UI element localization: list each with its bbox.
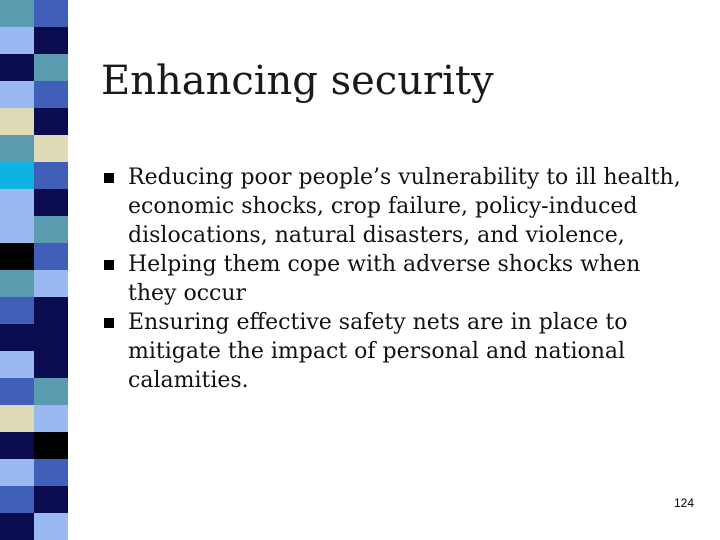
stripe-block <box>34 432 68 459</box>
square-bullet-icon <box>104 260 114 270</box>
stripe-block <box>0 0 34 27</box>
page-number: 124 <box>673 496 694 510</box>
stripe-block <box>0 243 34 270</box>
stripe-block <box>34 513 68 540</box>
stripe-block <box>34 162 68 189</box>
stripe-block <box>34 297 68 324</box>
stripe-block <box>34 351 68 378</box>
stripe-block <box>0 459 34 486</box>
stripe-block <box>0 216 34 243</box>
decorative-stripe-band <box>0 0 68 540</box>
stripe-block <box>0 54 34 81</box>
bullet-item <box>104 308 684 395</box>
stripe-block <box>0 81 34 108</box>
stripe-block <box>0 108 34 135</box>
stripe-block <box>0 513 34 540</box>
bullet-text: Ensuring effective safety nets are in place to mitigate the impact of personal and national calamities. <box>128 310 628 393</box>
slide-title: Enhancing security <box>101 58 494 104</box>
square-bullet-icon <box>104 318 114 328</box>
stripe-block <box>0 486 34 513</box>
stripe-block <box>34 270 68 297</box>
stripe-block <box>0 351 34 378</box>
stripe-block <box>34 0 68 27</box>
stripe-block <box>34 405 68 432</box>
stripe-block <box>34 216 68 243</box>
stripe-block <box>34 243 68 270</box>
stripe-block <box>34 27 68 54</box>
stripe-block <box>0 189 34 216</box>
stripe-block <box>0 432 34 459</box>
stripe-block <box>34 189 68 216</box>
square-bullet-icon <box>104 173 114 183</box>
stripe-block <box>0 405 34 432</box>
stripe-block <box>34 108 68 135</box>
bullet-list <box>104 163 684 395</box>
bullet-text: Reducing poor people’s vulnerability to ill health, economic shocks, crop failure, policy-induced dislocations, natural disasters, and violence, <box>128 165 681 248</box>
stripe-block <box>34 135 68 162</box>
stripe-block <box>34 81 68 108</box>
stripe-block <box>0 270 34 297</box>
bullet-item <box>104 250 684 308</box>
stripe-block <box>34 324 68 351</box>
stripe-block <box>34 54 68 81</box>
stripe-block <box>34 459 68 486</box>
bullet-item <box>104 163 684 250</box>
stripe-block <box>34 486 68 513</box>
stripe-block <box>0 162 34 189</box>
stripe-block <box>34 378 68 405</box>
stripe-block <box>0 297 34 324</box>
bullet-text: Helping them cope with adverse shocks when they occur <box>128 252 641 306</box>
stripe-block <box>0 378 34 405</box>
stripe-block <box>0 135 34 162</box>
stripe-block <box>0 324 34 351</box>
stripe-block <box>0 27 34 54</box>
